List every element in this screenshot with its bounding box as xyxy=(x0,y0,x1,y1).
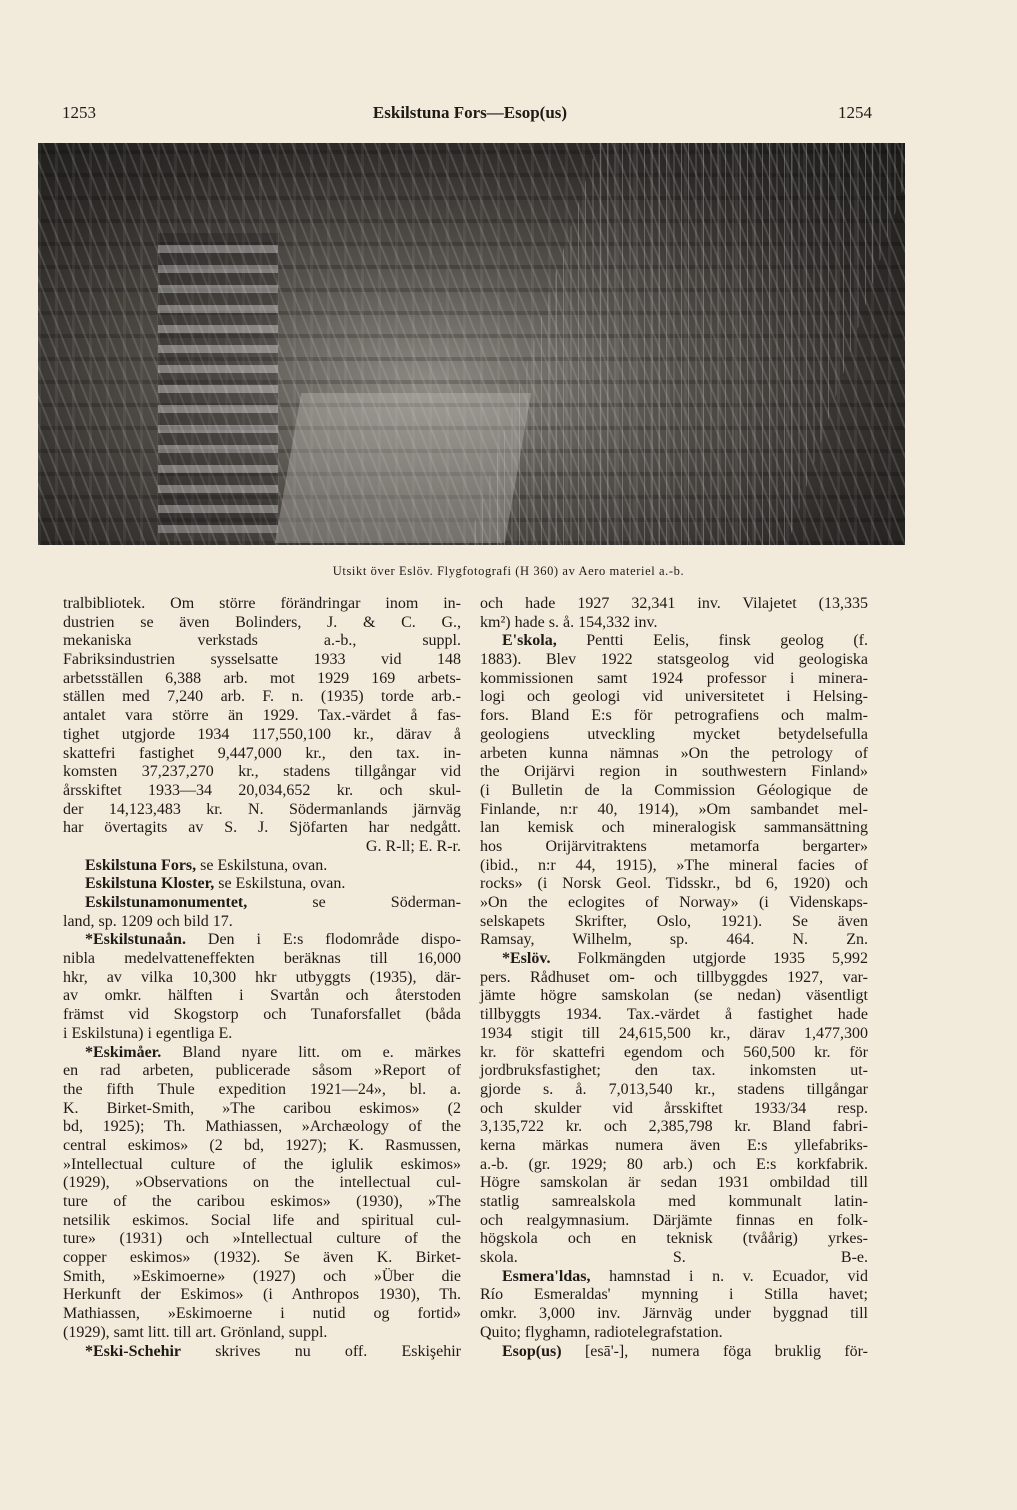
entry-headword: *Eski-Schehir xyxy=(85,1342,182,1360)
line-text: mekaniska verkstads a.-b., suppl. xyxy=(63,632,461,650)
text-line xyxy=(480,782,868,801)
line-text: the Orijärvi region in southwestern Finland» xyxy=(480,763,868,781)
text-line xyxy=(63,632,461,651)
line-text: Finlande, n:r 40, 1914), »Om sambandet mel- xyxy=(480,800,868,818)
text-line xyxy=(480,1268,868,1287)
line-text: geologiens utveckling mycket betydelsefulla xyxy=(480,725,868,743)
text-line xyxy=(63,801,461,820)
text-line xyxy=(63,1193,461,1212)
line-text: »On the eclogites of Norway» (i Videnskaps- xyxy=(480,894,868,911)
text-line xyxy=(63,1081,461,1100)
text-line xyxy=(480,838,868,857)
entry-headword: Esop(us) xyxy=(502,1342,562,1360)
text-line xyxy=(63,1174,461,1193)
line-text: kommissionen samt 1924 professor i minera- xyxy=(480,669,868,687)
text-line xyxy=(63,745,461,764)
line-text: en rad arbeten, publicerade såsom »Report of xyxy=(63,1062,461,1080)
line-text: se Eskilstuna, ovan. xyxy=(214,875,346,893)
text-line xyxy=(63,1268,461,1287)
text-line xyxy=(63,969,461,988)
text-line xyxy=(480,595,868,614)
text-line xyxy=(480,931,868,950)
text-line xyxy=(480,651,868,670)
line-text: logi och geologi vid universitetet i Helsing- xyxy=(480,688,868,706)
text-line xyxy=(63,1044,461,1063)
text-line xyxy=(63,1156,461,1175)
line-text: Ramsay, Wilhelm, sp. 464. N. Zn. xyxy=(480,931,868,949)
text-line xyxy=(480,726,868,745)
line-text: Herkunft der Eskimos» (i Anthropos 1930), Th. xyxy=(63,1286,461,1304)
line-text: statlig samrealskola med kommunalt latin- xyxy=(480,1193,868,1210)
text-line xyxy=(480,1025,868,1044)
line-text: gjorde s. å. 7,013,540 kr., stadens tillgångar xyxy=(480,1080,868,1098)
entry-paragraph xyxy=(63,857,461,876)
line-text: se Eskilstuna, ovan. xyxy=(196,856,328,874)
line-text: Pentti Eelis, finsk geolog (f. xyxy=(556,632,868,650)
line-text: kerna märkas numera även E:s yllefabriks- xyxy=(480,1136,868,1154)
line-text: a.-b. (gr. 1929; 80 arb.) och E:s korkfabrik. xyxy=(480,1155,868,1173)
line-text: K. Birket-Smith, »The caribou eskimos» (2 xyxy=(63,1099,461,1117)
line-text: arbeten kunna nämnas »On the petrology of xyxy=(480,744,868,762)
entry-paragraph xyxy=(480,632,868,950)
text-line xyxy=(480,688,868,707)
line-text: Folkmängden utgjorde 1935 5,992 xyxy=(550,950,868,968)
text-line xyxy=(63,1137,461,1156)
text-line xyxy=(480,875,868,894)
line-text: the fifth Thule expedition 1921—24», bl. a. xyxy=(63,1080,461,1098)
line-text: skattefri fastighet 9,447,000 kr., den tax. in- xyxy=(63,744,461,762)
text-line xyxy=(63,857,461,876)
running-title: Eskilstuna Fors—Esop(us) xyxy=(372,103,568,122)
author-signature: G. R-ll; E. R-r. xyxy=(365,837,461,855)
entry-paragraph xyxy=(63,875,461,894)
entry-paragraph xyxy=(480,1268,868,1343)
text-line xyxy=(63,913,461,932)
line-text: ture» (1931) och »Intellectual culture of the xyxy=(63,1230,461,1248)
line-text: land, sp. 1209 och bild 17. xyxy=(63,912,233,930)
text-line xyxy=(480,763,868,782)
text-line xyxy=(63,726,461,745)
text-line xyxy=(480,632,868,651)
text-line xyxy=(63,707,461,726)
line-text: kr. för skattefri egendom och 560,500 kr. för xyxy=(480,1043,868,1061)
text-line xyxy=(63,894,461,913)
entry-paragraph xyxy=(63,1343,461,1362)
line-text: netsilik eskimos. Social life and spiritual cul- xyxy=(63,1211,461,1229)
text-line xyxy=(63,931,461,950)
text-line xyxy=(480,857,868,876)
line-text: ture of the caribou eskimos» (1930), »The xyxy=(63,1193,461,1210)
text-line xyxy=(480,987,868,1006)
line-text: copper eskimos» (1932). Se även K. Birket- xyxy=(63,1249,461,1267)
text-column-left xyxy=(63,595,461,1361)
line-text: »Intellectual culture of the iglulik eskimos» xyxy=(63,1155,461,1173)
photo-caption: Utsikt över Eslöv. Flygfotografi (H 360) av Aero materiel a.-b. xyxy=(332,564,685,578)
text-line xyxy=(480,1305,868,1324)
text-line xyxy=(480,801,868,820)
line-text: pers. Rådhuset om- och tillbyggdes 1927, var- xyxy=(480,968,868,986)
line-text: Bland nyare litt. om e. märkes xyxy=(161,1043,461,1061)
text-line xyxy=(480,1343,868,1362)
aerial-photo xyxy=(38,143,905,545)
line-text: och hade 1927 32,341 inv. Vilajetet (13,335 xyxy=(480,595,868,612)
text-line xyxy=(63,651,461,670)
entry-paragraph xyxy=(480,950,868,1268)
text-line xyxy=(480,1286,868,1305)
line-text: Mathiassen, »Eskimoerne i nutid og fortid» xyxy=(63,1305,461,1323)
line-text: i Eskilstuna) i egentliga E. xyxy=(63,1024,233,1042)
photo-railway xyxy=(467,143,905,545)
text-line xyxy=(480,1212,868,1231)
line-text: 1934 stigit till 24,615,500 kr., därav 1,477,300 xyxy=(480,1024,868,1042)
text-line xyxy=(63,1249,461,1268)
line-text: se Söderman- xyxy=(247,894,461,911)
page-number-right: 1254 xyxy=(838,103,872,122)
line-text: central eskimos» (2 bd, 1927); K. Rasmussen, xyxy=(63,1136,461,1154)
line-text: årsskiftet 1933—34 20,034,652 kr. och skul- xyxy=(63,781,461,799)
text-line xyxy=(63,782,461,801)
entry-paragraph xyxy=(63,1044,461,1343)
text-line xyxy=(63,1230,461,1249)
line-text: arbetsställen 6,388 arb. mot 1929 169 arbets- xyxy=(63,669,461,687)
text-line xyxy=(63,1062,461,1081)
line-text: skola. S. B-e. xyxy=(480,1249,868,1267)
entry-headword: *Eskimåer. xyxy=(85,1043,162,1061)
text-line xyxy=(63,614,461,633)
text-line xyxy=(480,913,868,932)
text-line xyxy=(63,1025,461,1044)
entry-paragraph xyxy=(63,894,461,931)
text-line xyxy=(480,1006,868,1025)
text-line xyxy=(63,950,461,969)
entry-headword: Eskilstuna Kloster, xyxy=(85,875,215,893)
entry-headword: *Eslöv. xyxy=(502,950,551,968)
text-line xyxy=(63,819,461,838)
text-line xyxy=(480,614,868,633)
text-line xyxy=(480,1193,868,1212)
text-line xyxy=(480,894,868,913)
text-line xyxy=(63,1305,461,1324)
line-text: Quito; flyghamn, radiotelegrafstation. xyxy=(480,1323,723,1341)
photo-buildings xyxy=(158,233,278,533)
line-text: Högre samskolan är sedan 1931 ombildad till xyxy=(480,1174,868,1192)
entry-paragraph xyxy=(63,931,461,1043)
text-line xyxy=(480,1174,868,1193)
text-line xyxy=(63,1100,461,1119)
line-text: (i Bulletin de la Commission Géologique de xyxy=(480,781,868,799)
page-number-left: 1253 xyxy=(62,103,96,122)
line-text: har övertagits av S. J. Sjöfarten har nedgått. xyxy=(63,819,461,837)
line-text: (1929), samt litt. till art. Grönland, suppl. xyxy=(63,1323,328,1341)
line-text: nibla medelvatteneffekten beräknas till 16,000 xyxy=(63,950,461,968)
line-text: lan kemisk och mineralogisk sammansättning xyxy=(480,819,868,837)
line-text: km²) hade s. å. 154,332 inv. xyxy=(480,613,658,631)
text-line xyxy=(63,670,461,689)
text-line xyxy=(63,1118,461,1137)
entry-headword: Eskilstunamonumentet, xyxy=(85,894,248,911)
text-line xyxy=(63,875,461,894)
text-line xyxy=(480,819,868,838)
entry-paragraph xyxy=(480,1343,868,1362)
text-line xyxy=(480,1062,868,1081)
line-text: och skulder vid årsskiftet 1933/34 resp. xyxy=(480,1099,868,1117)
line-text: (1929), »Observations on the intellectual cul- xyxy=(63,1174,461,1192)
line-text: selskapets Skrifter, Oslo, 1921). Se även xyxy=(480,912,868,930)
line-text: dustrien se även Bolinders, J. & C. G., xyxy=(63,613,461,631)
line-text: tillbyggts 1934. Tax.-värdet å fastighet hade xyxy=(480,1006,868,1024)
line-text: rocks» (i Norsk Geol. Tidsskr., bd 6, 1920) och xyxy=(480,875,868,893)
text-line xyxy=(480,670,868,689)
text-line xyxy=(480,1249,868,1268)
text-line xyxy=(63,1286,461,1305)
line-text: Fabriksindustrien sysselsatte 1933 vid 148 xyxy=(63,651,461,669)
text-line xyxy=(480,1044,868,1063)
entry-headword: Esmera'ldas, xyxy=(502,1267,591,1285)
text-line xyxy=(63,1324,461,1343)
line-text: fors. Bland E:s för petrografiens och malm- xyxy=(480,707,868,725)
text-line xyxy=(480,969,868,988)
line-text: antalet vara större än 1929. Tax.-värdet å fas- xyxy=(63,707,461,725)
line-text: Smith, »Eskimoerne» (1927) och »Über die xyxy=(63,1267,461,1285)
line-text: hamnstad i n. v. Ecuador, vid xyxy=(590,1267,868,1285)
line-text: 3,135,722 kr. och 2,385,798 kr. Bland fabri- xyxy=(480,1118,868,1136)
text-line xyxy=(63,763,461,782)
line-text: ställen med 7,240 arb. F. n. (1935) torde arb.- xyxy=(63,688,461,706)
text-line xyxy=(63,1212,461,1231)
text-line xyxy=(480,745,868,764)
line-text: der 14,123,483 kr. N. Södermanlands järnväg xyxy=(63,800,461,818)
text-line xyxy=(480,1100,868,1119)
text-line xyxy=(480,1156,868,1175)
line-text: och realgymnasium. Därjämte finnas en folk- xyxy=(480,1211,868,1229)
text-line xyxy=(63,987,461,1006)
text-line xyxy=(63,688,461,707)
line-text: skrives nu off. Eskişehir xyxy=(181,1342,461,1360)
text-line xyxy=(63,1006,461,1025)
line-text: hos Orijärvitraktens metamorfa bergarter» xyxy=(480,837,868,855)
line-text: komsten 37,237,270 kr., stadens tillgångar vid xyxy=(63,763,461,781)
line-text: [esā'-], numera föga bruklig för- xyxy=(561,1342,868,1360)
line-text: tighet utgjorde 1934 117,550,100 kr., därav å xyxy=(63,725,461,743)
line-text: Río Esmeraldas' mynning i Stilla havet; xyxy=(480,1286,868,1304)
line-text: jordbruksfastighet; den tax. inkomsten ut- xyxy=(480,1062,868,1080)
line-text: bd, 1925); Th. Mathiassen, »Archæology of the xyxy=(63,1118,461,1136)
text-line xyxy=(480,950,868,969)
entry-headword: *Eskilstunaån. xyxy=(85,931,186,949)
text-line xyxy=(480,707,868,726)
entry-headword: Eskilstuna Fors, xyxy=(85,856,197,874)
line-text: tralbibliotek. Om större förändringar inom in- xyxy=(63,595,461,612)
line-text: 1883). Blev 1922 statsgeolog vid geologiska xyxy=(480,651,868,669)
line-text: främst vid Skogstorp och Tunaforsfallet (båda xyxy=(63,1006,461,1024)
continuation-paragraph xyxy=(480,595,868,632)
text-line xyxy=(63,595,461,614)
text-line xyxy=(480,1324,868,1343)
line-text: Den i E:s flodområde dispo- xyxy=(185,931,461,949)
line-text: (ibid., n:r 44, 1915), »The mineral facies of xyxy=(480,856,868,874)
text-line xyxy=(63,1343,461,1362)
entry-headword: E'skola, xyxy=(502,632,557,650)
text-line xyxy=(480,1230,868,1249)
line-text: jämte högre samskolan (se nedan) väsentligt xyxy=(480,987,868,1005)
continuation-paragraph xyxy=(63,595,461,857)
line-text: av omkr. hälften i Svartån och återstoden xyxy=(63,987,461,1005)
text-line xyxy=(480,1118,868,1137)
line-text: högskola och en teknisk (tvåårig) yrkes- xyxy=(480,1230,868,1248)
text-line xyxy=(480,1137,868,1156)
text-column-right xyxy=(480,595,868,1361)
line-text: hkr, av vilka 10,300 hkr utbyggts (1935), där- xyxy=(63,968,461,986)
line-text: omkr. 3,000 inv. Järnväg under byggnad till xyxy=(480,1305,868,1323)
text-line xyxy=(480,1081,868,1100)
